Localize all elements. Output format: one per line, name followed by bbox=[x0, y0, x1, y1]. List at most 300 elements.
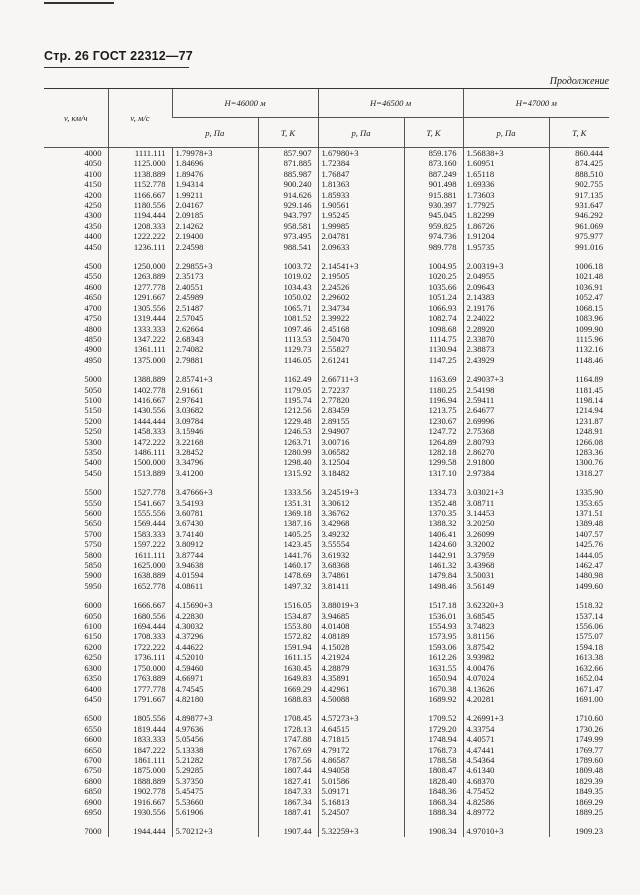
table-cell: 973.495 bbox=[258, 231, 318, 241]
table-cell: 914.626 bbox=[258, 190, 318, 200]
table-cell: 1.81363 bbox=[318, 179, 404, 189]
table-cell: 1908.34 bbox=[404, 826, 463, 836]
table-cell: 2.14541+3 bbox=[318, 261, 404, 271]
table-row bbox=[44, 344, 609, 354]
table-cell: 2.85741+3 bbox=[172, 374, 258, 384]
table-cell: 887.249 bbox=[404, 169, 463, 179]
table-row bbox=[44, 786, 609, 796]
table-cell: 1166.667 bbox=[108, 190, 172, 200]
table-cell: 2.75368 bbox=[463, 426, 549, 436]
table-cell: 4.54364 bbox=[463, 755, 549, 765]
table-cell: 1097.46 bbox=[258, 324, 318, 334]
table-cell: 1162.49 bbox=[258, 374, 318, 384]
table-cell: 1750.000 bbox=[108, 663, 172, 673]
table-row bbox=[44, 242, 609, 252]
table-cell: 3.60781 bbox=[172, 508, 258, 518]
table-cell: 1163.69 bbox=[404, 374, 463, 384]
table-cell: 1888.889 bbox=[108, 776, 172, 786]
table-cell: 1.89476 bbox=[172, 169, 258, 179]
table-cell: 1650.94 bbox=[404, 673, 463, 683]
table-cell: 1730.26 bbox=[549, 724, 609, 734]
table-cell: 5050 bbox=[84, 384, 102, 395]
table-cell: 1315.92 bbox=[258, 468, 318, 478]
table-cell: 2.04167 bbox=[172, 200, 258, 210]
table-cell: 4050 bbox=[84, 158, 102, 169]
top-decorative-rule bbox=[44, 2, 114, 4]
table-cell: 2.80793 bbox=[463, 437, 549, 447]
table-cell: 1333.56 bbox=[258, 487, 318, 497]
table-cell: 1319.444 bbox=[108, 313, 172, 323]
table-cell: 6200 bbox=[84, 641, 102, 652]
table-cell: 2.19400 bbox=[172, 231, 258, 241]
table-cell: 1208.333 bbox=[108, 221, 172, 231]
table-cell: 1196.94 bbox=[404, 395, 463, 405]
table-cell: 2.38873 bbox=[463, 344, 549, 354]
table-cell: 4350 bbox=[84, 220, 102, 231]
table-cell: 4.08611 bbox=[172, 581, 258, 591]
table-cell: 1198.14 bbox=[549, 395, 609, 405]
table-cell: 1708.45 bbox=[258, 713, 318, 723]
table-cell: 1416.667 bbox=[108, 395, 172, 405]
table-cell: 5600 bbox=[84, 508, 102, 518]
table-cell: 1541.667 bbox=[108, 498, 172, 508]
table-cell: 5650 bbox=[84, 518, 102, 529]
table-row bbox=[44, 652, 609, 662]
table-cell: 5.05456 bbox=[172, 734, 258, 744]
table-cell: 4.86587 bbox=[318, 755, 404, 765]
table-cell: 4.21924 bbox=[318, 652, 404, 662]
table-cell: 1736.111 bbox=[108, 652, 172, 662]
table-row bbox=[44, 724, 609, 734]
table-cell: 1006.18 bbox=[549, 261, 609, 271]
table-cell: 3.62320+3 bbox=[463, 600, 549, 610]
table-cell: 1537.14 bbox=[549, 611, 609, 621]
table-cell: 1.99211 bbox=[172, 190, 258, 200]
table-cell: 4.42961 bbox=[318, 684, 404, 694]
table-cell: 1347.222 bbox=[108, 334, 172, 344]
table-cell: 3.68545 bbox=[463, 611, 549, 621]
table-cell: 1649.83 bbox=[258, 673, 318, 683]
table-cell: 2.14383 bbox=[463, 292, 549, 302]
table-row bbox=[44, 570, 609, 580]
table-cell: 2.39922 bbox=[318, 313, 404, 323]
table-cell: 1361.111 bbox=[108, 344, 172, 354]
table-cell: 1003.72 bbox=[258, 261, 318, 271]
table-cell: 3.47666+3 bbox=[172, 487, 258, 497]
table-cell: 1442.91 bbox=[404, 550, 463, 560]
table-cell: 1407.57 bbox=[549, 529, 609, 539]
table-cell: 2.00319+3 bbox=[463, 261, 549, 271]
table-cell: 2.04955 bbox=[463, 271, 549, 281]
table-cell: 3.54193 bbox=[172, 498, 258, 508]
table-cell: 1333.333 bbox=[108, 324, 172, 334]
group-header-46000: H=46000 м bbox=[172, 89, 318, 118]
table-cell: 2.24022 bbox=[463, 313, 549, 323]
table-cell: 1789.60 bbox=[549, 755, 609, 765]
table-cell: 1591.94 bbox=[258, 642, 318, 652]
table-cell: 4.66971 bbox=[172, 673, 258, 683]
col-header-speed-ms: v, м/с bbox=[108, 89, 172, 148]
table-cell: 3.93982 bbox=[463, 652, 549, 662]
table-cell: 2.74082 bbox=[172, 344, 258, 354]
table-cell: 1555.556 bbox=[108, 508, 172, 518]
table-cell: 4500 bbox=[84, 261, 102, 272]
table-row bbox=[44, 529, 609, 539]
table-cell: 6750 bbox=[84, 765, 102, 776]
table-cell: 5800 bbox=[84, 549, 102, 560]
table-cell: 1387.16 bbox=[258, 518, 318, 528]
table-cell: 1264.89 bbox=[404, 437, 463, 447]
table-cell: 1462.47 bbox=[549, 560, 609, 570]
table-row bbox=[44, 642, 609, 652]
table-row bbox=[44, 148, 609, 159]
table-row bbox=[44, 539, 609, 549]
table-cell: 5500 bbox=[84, 487, 102, 498]
table-cell: 1472.222 bbox=[108, 437, 172, 447]
table-cell: 943.797 bbox=[258, 210, 318, 220]
table-cell: 1480.98 bbox=[549, 570, 609, 580]
table-cell: 4.01594 bbox=[172, 570, 258, 580]
table-cell: 1728.13 bbox=[258, 724, 318, 734]
table-row bbox=[44, 611, 609, 621]
table-cell: 1652.778 bbox=[108, 581, 172, 591]
table-cell: 901.498 bbox=[404, 179, 463, 189]
table-row bbox=[44, 200, 609, 210]
table-cell: 975.977 bbox=[549, 231, 609, 241]
table-cell: 1130.94 bbox=[404, 344, 463, 354]
table-cell: 1768.73 bbox=[404, 745, 463, 755]
table-cell: 1749.99 bbox=[549, 734, 609, 744]
table-cell: 2.28920 bbox=[463, 324, 549, 334]
table-cell: 1425.76 bbox=[549, 539, 609, 549]
table-cell: 1.76847 bbox=[318, 169, 404, 179]
table-cell: 3.24519+3 bbox=[318, 487, 404, 497]
table-cell: 3.14453 bbox=[463, 508, 549, 518]
table-cell: 4000 bbox=[84, 148, 102, 158]
table-cell: 1181.45 bbox=[549, 385, 609, 395]
table-cell: 1888.34 bbox=[404, 807, 463, 817]
table-cell: 5950 bbox=[84, 580, 102, 591]
table-cell: 3.80912 bbox=[172, 539, 258, 549]
header-underline bbox=[44, 67, 189, 68]
table-row bbox=[44, 631, 609, 641]
table-cell: 2.83459 bbox=[318, 405, 404, 415]
table-cell: 4950 bbox=[84, 354, 102, 365]
table-cell: 1147.25 bbox=[404, 355, 463, 365]
table-cell: 5200 bbox=[84, 415, 102, 426]
table-cell: 2.89155 bbox=[318, 416, 404, 426]
table-cell: 4.94058 bbox=[318, 765, 404, 775]
table-cell: 1748.94 bbox=[404, 734, 463, 744]
table-cell: 3.26099 bbox=[463, 529, 549, 539]
table-cell: 1250.000 bbox=[108, 261, 172, 271]
table-cell: 2.69996 bbox=[463, 416, 549, 426]
table-row bbox=[44, 447, 609, 457]
table-cell: 1444.444 bbox=[108, 416, 172, 426]
table-cell: 1019.02 bbox=[258, 271, 318, 281]
table-cell: 1081.52 bbox=[258, 313, 318, 323]
table-row bbox=[44, 405, 609, 415]
table-cell: 961.069 bbox=[549, 221, 609, 231]
table-cell: 5350 bbox=[84, 446, 102, 457]
table-cell: 1625.000 bbox=[108, 560, 172, 570]
table-cell: 1035.66 bbox=[404, 282, 463, 292]
table-cell: 3.36762 bbox=[318, 508, 404, 518]
table-cell: 5.45475 bbox=[172, 786, 258, 796]
table-row bbox=[44, 426, 609, 436]
table-cell: 1556.06 bbox=[549, 621, 609, 631]
table-cell: 1767.69 bbox=[258, 745, 318, 755]
table-cell: 1298.40 bbox=[258, 457, 318, 467]
table-cell: 6650 bbox=[84, 744, 102, 755]
table-cell: 1861.111 bbox=[108, 755, 172, 765]
table-cell: 1829.39 bbox=[549, 776, 609, 786]
table-cell: 4800 bbox=[84, 323, 102, 334]
col-header-temperature: T, К bbox=[404, 118, 463, 148]
table-cell: 1352.48 bbox=[404, 498, 463, 508]
table-cell: 1.91204 bbox=[463, 231, 549, 241]
table-cell: 1827.41 bbox=[258, 776, 318, 786]
table-cell: 6700 bbox=[84, 754, 102, 765]
table-cell: 1406.41 bbox=[404, 529, 463, 539]
page-header: Стр. 26 ГОСТ 22312—77 bbox=[44, 49, 193, 63]
table-cell: 1671.47 bbox=[549, 684, 609, 694]
table-cell: 1691.00 bbox=[549, 694, 609, 704]
col-header-temperature: T, К bbox=[258, 118, 318, 148]
table-cell: 1807.44 bbox=[258, 765, 318, 775]
table-cell: 2.59411 bbox=[463, 395, 549, 405]
table-cell: 3.87744 bbox=[172, 550, 258, 560]
table-cell: 1280.99 bbox=[258, 447, 318, 457]
table-row bbox=[44, 518, 609, 528]
table-cell: 4.33754 bbox=[463, 724, 549, 734]
table-cell: 959.825 bbox=[404, 221, 463, 231]
table-cell: 1214.94 bbox=[549, 405, 609, 415]
table-row bbox=[44, 355, 609, 365]
table-cell: 1334.73 bbox=[404, 487, 463, 497]
table-cell: 3.81156 bbox=[463, 631, 549, 641]
table-cell: 988.541 bbox=[258, 242, 318, 252]
table-row bbox=[44, 313, 609, 323]
table-cell: 1291.667 bbox=[108, 292, 172, 302]
table-cell: 1572.82 bbox=[258, 631, 318, 641]
table-cell: 1787.56 bbox=[258, 755, 318, 765]
table-cell: 1230.67 bbox=[404, 416, 463, 426]
table-cell: 1907.44 bbox=[258, 826, 318, 836]
table-cell: 1708.333 bbox=[108, 631, 172, 641]
group-header-47000: H=47000 м bbox=[463, 89, 609, 118]
table-cell: 5.09171 bbox=[318, 786, 404, 796]
table-cell: 3.67430 bbox=[172, 518, 258, 528]
table-cell: 4.00476 bbox=[463, 663, 549, 673]
table-cell: 1402.778 bbox=[108, 385, 172, 395]
table-cell: 3.94638 bbox=[172, 560, 258, 570]
table-cell: 1335.90 bbox=[549, 487, 609, 497]
table-cell: 3.34796 bbox=[172, 457, 258, 467]
table-cell: 5.53660 bbox=[172, 797, 258, 807]
table-cell: 1195.74 bbox=[258, 395, 318, 405]
table-cell: 2.77820 bbox=[318, 395, 404, 405]
table-row bbox=[44, 663, 609, 673]
table-cell: 1.72384 bbox=[318, 158, 404, 168]
table-row bbox=[44, 694, 609, 704]
table-cell: 1536.01 bbox=[404, 611, 463, 621]
table-cell: 873.160 bbox=[404, 158, 463, 168]
table-cell: 1034.43 bbox=[258, 282, 318, 292]
table-cell: 1052.47 bbox=[549, 292, 609, 302]
table-cell: 1.99985 bbox=[318, 221, 404, 231]
table-cell: 1369.18 bbox=[258, 508, 318, 518]
table-cell: 2.57045 bbox=[172, 313, 258, 323]
table-cell: 1847.33 bbox=[258, 786, 318, 796]
col-header-pressure: p, Па bbox=[318, 118, 404, 148]
table-cell: 1082.74 bbox=[404, 313, 463, 323]
table-cell: 1248.91 bbox=[549, 426, 609, 436]
table-cell: 4300 bbox=[84, 210, 102, 221]
table-cell: 3.88019+3 bbox=[318, 600, 404, 610]
table-cell: 1.82299 bbox=[463, 210, 549, 220]
table-cell: 2.24598 bbox=[172, 242, 258, 252]
table-cell: 6000 bbox=[84, 600, 102, 611]
table-cell: 2.45168 bbox=[318, 324, 404, 334]
table-cell: 931.647 bbox=[549, 200, 609, 210]
table-cell: 5.32259+3 bbox=[318, 826, 404, 836]
table-cell: 1.95735 bbox=[463, 242, 549, 252]
table-cell: 1300.76 bbox=[549, 457, 609, 467]
table-cell: 4400 bbox=[84, 231, 102, 242]
table-cell: 4.74545 bbox=[172, 684, 258, 694]
table-row bbox=[44, 282, 609, 292]
table-row bbox=[44, 487, 609, 497]
table-cell: 1833.333 bbox=[108, 734, 172, 744]
table-cell: 1194.444 bbox=[108, 210, 172, 220]
table-cell: 3.94685 bbox=[318, 611, 404, 621]
table-row bbox=[44, 416, 609, 426]
table-row bbox=[44, 395, 609, 405]
table-cell: 1212.56 bbox=[258, 405, 318, 415]
table-cell: 1479.84 bbox=[404, 570, 463, 580]
table-cell: 2.79881 bbox=[172, 355, 258, 365]
table-row bbox=[44, 334, 609, 344]
table-row bbox=[44, 745, 609, 755]
table-cell: 6050 bbox=[84, 610, 102, 621]
table-cell: 4450 bbox=[84, 241, 102, 252]
table-cell: 1902.778 bbox=[108, 786, 172, 796]
table-cell: 1909.23 bbox=[549, 826, 609, 836]
table-cell: 1148.46 bbox=[549, 355, 609, 365]
table-cell: 3.09784 bbox=[172, 416, 258, 426]
table-cell: 4.35891 bbox=[318, 673, 404, 683]
table-row bbox=[44, 755, 609, 765]
table-cell: 3.81411 bbox=[318, 581, 404, 591]
table-row bbox=[44, 271, 609, 281]
table-cell: 3.68368 bbox=[318, 560, 404, 570]
table-cell: 2.29855+3 bbox=[172, 261, 258, 271]
table-cell: 1231.87 bbox=[549, 416, 609, 426]
table-cell: 1670.38 bbox=[404, 684, 463, 694]
table-cell: 946.292 bbox=[549, 210, 609, 220]
table-cell: 1283.36 bbox=[549, 447, 609, 457]
table-cell: 3.61932 bbox=[318, 550, 404, 560]
table-cell: 1083.96 bbox=[549, 313, 609, 323]
table-row bbox=[44, 437, 609, 447]
table-cell: 4.50088 bbox=[318, 694, 404, 704]
table-row bbox=[44, 374, 609, 384]
table-cell: 5150 bbox=[84, 405, 102, 416]
table-row bbox=[44, 468, 609, 478]
table-cell: 4.40571 bbox=[463, 734, 549, 744]
table-cell: 6150 bbox=[84, 631, 102, 642]
table-cell: 1808.47 bbox=[404, 765, 463, 775]
table-cell: 1318.27 bbox=[549, 468, 609, 478]
table-cell: 4.20281 bbox=[463, 694, 549, 704]
table-cell: 1630.45 bbox=[258, 663, 318, 673]
table-cell: 1353.65 bbox=[549, 498, 609, 508]
table-cell: 1444.05 bbox=[549, 550, 609, 560]
table-row bbox=[44, 221, 609, 231]
table-cell: 1098.68 bbox=[404, 324, 463, 334]
table-cell: 1652.04 bbox=[549, 673, 609, 683]
table-cell: 2.19176 bbox=[463, 303, 549, 313]
table-row bbox=[44, 600, 609, 610]
block-spacer bbox=[44, 704, 609, 713]
table-cell: 4.97010+3 bbox=[463, 826, 549, 836]
table-cell: 1930.556 bbox=[108, 807, 172, 817]
table-row bbox=[44, 734, 609, 744]
table-row bbox=[44, 292, 609, 302]
table-cell: 1111.111 bbox=[108, 148, 172, 159]
table-cell: 5.29285 bbox=[172, 765, 258, 775]
table-cell: 1236.111 bbox=[108, 242, 172, 252]
table-cell: 4550 bbox=[84, 271, 102, 282]
table-cell: 1583.333 bbox=[108, 529, 172, 539]
table-cell: 4150 bbox=[84, 179, 102, 190]
table-cell: 6800 bbox=[84, 775, 102, 786]
table-cell: 2.50470 bbox=[318, 334, 404, 344]
table-cell: 1430.556 bbox=[108, 405, 172, 415]
table-cell: 1424.60 bbox=[404, 539, 463, 549]
table-cell: 1152.778 bbox=[108, 179, 172, 189]
table-cell: 5.24507 bbox=[318, 807, 404, 817]
table-row bbox=[44, 776, 609, 786]
table-cell: 2.54198 bbox=[463, 385, 549, 395]
table-cell: 6500 bbox=[84, 713, 102, 724]
table-row bbox=[44, 261, 609, 271]
table-cell: 2.97641 bbox=[172, 395, 258, 405]
table-cell: 1.86726 bbox=[463, 221, 549, 231]
table-cell: 5400 bbox=[84, 457, 102, 468]
table-cell: 3.12504 bbox=[318, 457, 404, 467]
table-cell: 1709.52 bbox=[404, 713, 463, 723]
table-row bbox=[44, 498, 609, 508]
table-cell: 6550 bbox=[84, 723, 102, 734]
table-row bbox=[44, 560, 609, 570]
table-cell: 1277.778 bbox=[108, 282, 172, 292]
table-cell: 2.55827 bbox=[318, 344, 404, 354]
table-cell: 1553.80 bbox=[258, 621, 318, 631]
table-cell: 1138.889 bbox=[108, 169, 172, 179]
table-cell: 1282.18 bbox=[404, 447, 463, 457]
table-cell: 1611.15 bbox=[258, 652, 318, 662]
table-cell: 1066.93 bbox=[404, 303, 463, 313]
table-cell: 1516.05 bbox=[258, 600, 318, 610]
block-spacer bbox=[44, 478, 609, 487]
table-cell: 4.22830 bbox=[172, 611, 258, 621]
table-cell: 945.045 bbox=[404, 210, 463, 220]
table-cell: 1180.25 bbox=[404, 385, 463, 395]
table-row bbox=[44, 190, 609, 200]
table-cell: 1263.889 bbox=[108, 271, 172, 281]
